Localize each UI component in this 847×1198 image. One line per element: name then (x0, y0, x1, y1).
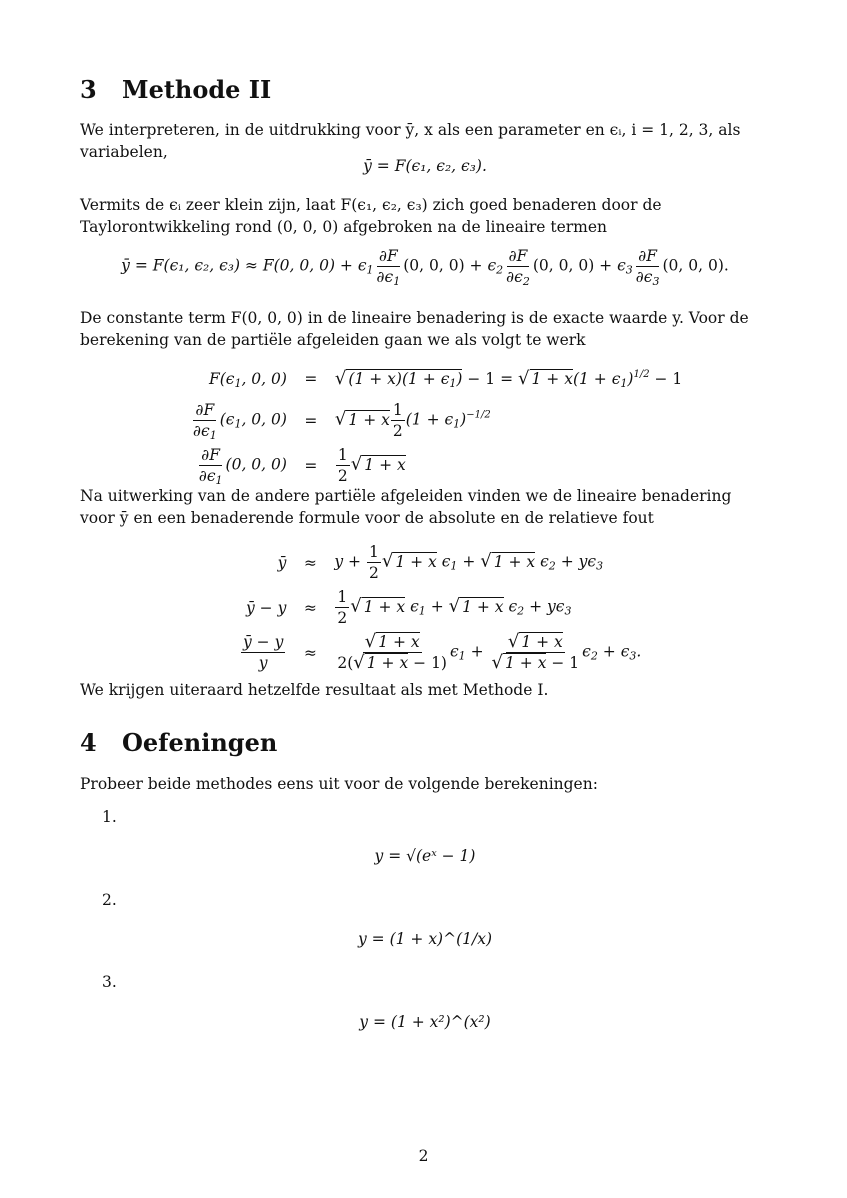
exercise-formula-2: y = (1 + x)^(1/x) (357, 930, 493, 948)
equation-1: ȳ = F(ϵ₁, ϵ₂, ϵ₃). (363, 157, 487, 175)
paragraph-exercises-intro: Probeer beide methodes eens uit voor de volgende berekeningen: (80, 775, 598, 793)
section-3-heading (80, 75, 271, 105)
paragraph-taylor: Vermits de ϵᵢ zeer klein zijn, laat F(ϵ₁, ϵ₂, ϵ₃) zich goed benaderen door de Taylorontwikkeling rond (0, 0, 0) afgebroken na de lineaire termen (80, 196, 662, 236)
section-number: 4 (80, 728, 97, 757)
exercise-formula-3: y = (1 + x²)^(x²) (359, 1013, 491, 1031)
equation-taylor: ȳ = F(ϵ₁, ϵ₂, ϵ₃) ≈ F(0, 0, $0) + \epsilon_1$ $\frac{\partial F}{\partial\epsilon_1}$ (0, 0, $0) + \epsilon_2$ $\frac{\partial F}{\partial\epsilon_2}$ (0, 0, $0) + \epsilon_3$ $\frac{\partial F}{\partial\epsilon_3}$ (0, 0, 0). (121, 247, 729, 288)
section-number: 3 (80, 75, 97, 104)
list-item-number: 3. (102, 973, 117, 991)
page-number: 2 (418, 1147, 429, 1165)
paragraph-intro: We interpreteren, in de uitdrukking voor ȳ, x als een parameter en ϵᵢ, i = 1, 2, 3, als variabelen, (80, 121, 741, 161)
section-title: Oefeningen (122, 728, 278, 757)
paragraph-other-partials: Na uitwerking van de andere partiële afgeleiden vinden we de lineaire benadering voor ȳ en een benaderende formule voor de absolute en de relatieve fout (80, 487, 732, 527)
section-4-heading (80, 728, 277, 758)
section-title: Methode II (122, 75, 272, 104)
paragraph-conclusion: We krijgen uiteraard hetzelfde resultaat als met Methode I. (80, 681, 549, 699)
list-item-number: 1. (102, 808, 117, 826)
equation-taylor-left: ȳ = F(ϵ₁, ϵ₂, ϵ₃) ≈ F(0, 0, 0) + (121, 256, 353, 275)
equation-linear-approx: ȳ ≈ y + $\frac{1}{2}$ √ 1 + x $\epsilon_1$ + √ 1 + x $\epsilon_2 + y\epsilon_3$ ȳ − y ≈ $\frac{1}{2}$ √ 1 + x $\epsilon_1$ + √ 1 + x $\epsilon_2 + y\epsilon_3$ $\frac{ȳ - y}{y}$ ≈ $\frac{√ 1 + x}{2(√ 1 + x - 1)}$ $\epsilon_1$ + $\frac{√ 1 + x}{√ 1 + x - 1}$ $\epsilon_2 + \epsilon_3$. (243, 543, 642, 673)
exercise-formula-1: y = √(eˣ − 1) (374, 847, 476, 865)
list-item-number: 2. (102, 891, 117, 909)
paragraph-constant-term: De constante term F(0, 0, 0) in de lineaire benadering is de exacte waarde y. Voor de berekening van de partiële afgeleiden gaan we als volgt te werk (80, 309, 749, 349)
equation-partials: $F(\epsilon_1$, 0, 0) = √ $(1 + x)(1 + \epsilon_1) - 1$ = √ $1 + x(1 + \epsilon_1)^{1/2} - 1$ $\frac{\partial F}{\partial\epsilon_1}$ ($\epsilon_1$, 0, 0) = √ 1 + x $\frac{1}{2}$ $(1 + \epsilon_1)^{-1/2}$ $\frac{\partial F}{\partial\epsilon_1}$ (0, 0, 0) = $\frac{1}{2}$ √ 1 + x (193, 368, 683, 487)
